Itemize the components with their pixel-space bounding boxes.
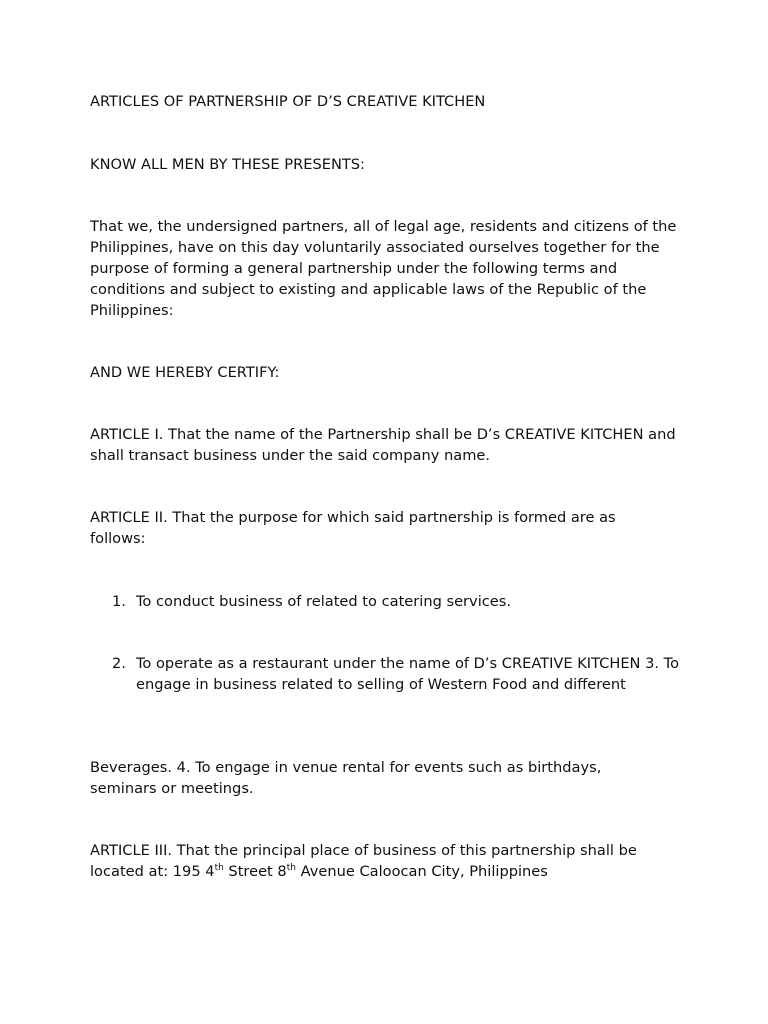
article-3: [90, 840, 690, 882]
article-1: ARTICLE I. That the name of the Partnership shall be D’s CREATIVE KITCHEN and shall transact business under the said company name.: [90, 426, 676, 464]
preamble: KNOW ALL MEN BY THESE PRESENTS:: [90, 156, 365, 173]
purpose-text: To conduct business of related to catering services.: [136, 593, 511, 610]
intro-paragraph: That we, the undersigned partners, all of legal age, residents and citizens of the Philippines, have on this day voluntarily associated ourselves together for the purpose of forming a general partnership under the following terms and conditions and subject to existing and applicable laws of the Republic of the Philippines:: [90, 218, 677, 319]
article-3-tail: Avenue Caloocan City, Philippines: [295, 863, 548, 880]
purpose-item: [112, 653, 692, 695]
document-title: ARTICLES OF PARTNERSHIP OF D’S CREATIVE KITCHEN: [90, 93, 486, 110]
purpose-number: 2.: [112, 655, 126, 672]
article-3-lead: ARTICLE III. That the principal place of business of this partnership shall be located at: 195 4: [90, 842, 637, 880]
ordinal-suffix: th: [286, 863, 296, 873]
ordinal-suffix: th: [214, 863, 224, 873]
purpose-text: To operate as a restaurant under the name of D’s CREATIVE KITCHEN 3. To engage in business related to selling of Western Food and different: [136, 655, 680, 693]
continuation-paragraph: Beverages. 4. To engage in venue rental for events such as birthdays, seminars or meetings.: [90, 759, 602, 797]
purpose-number: 1.: [112, 593, 126, 610]
certify-heading: AND WE HEREBY CERTIFY:: [90, 364, 280, 381]
article-3-mid: Street 8: [223, 863, 287, 880]
article-2: ARTICLE II. That the purpose for which said partnership is formed are as follows:: [90, 509, 616, 547]
purpose-item: [112, 591, 692, 612]
